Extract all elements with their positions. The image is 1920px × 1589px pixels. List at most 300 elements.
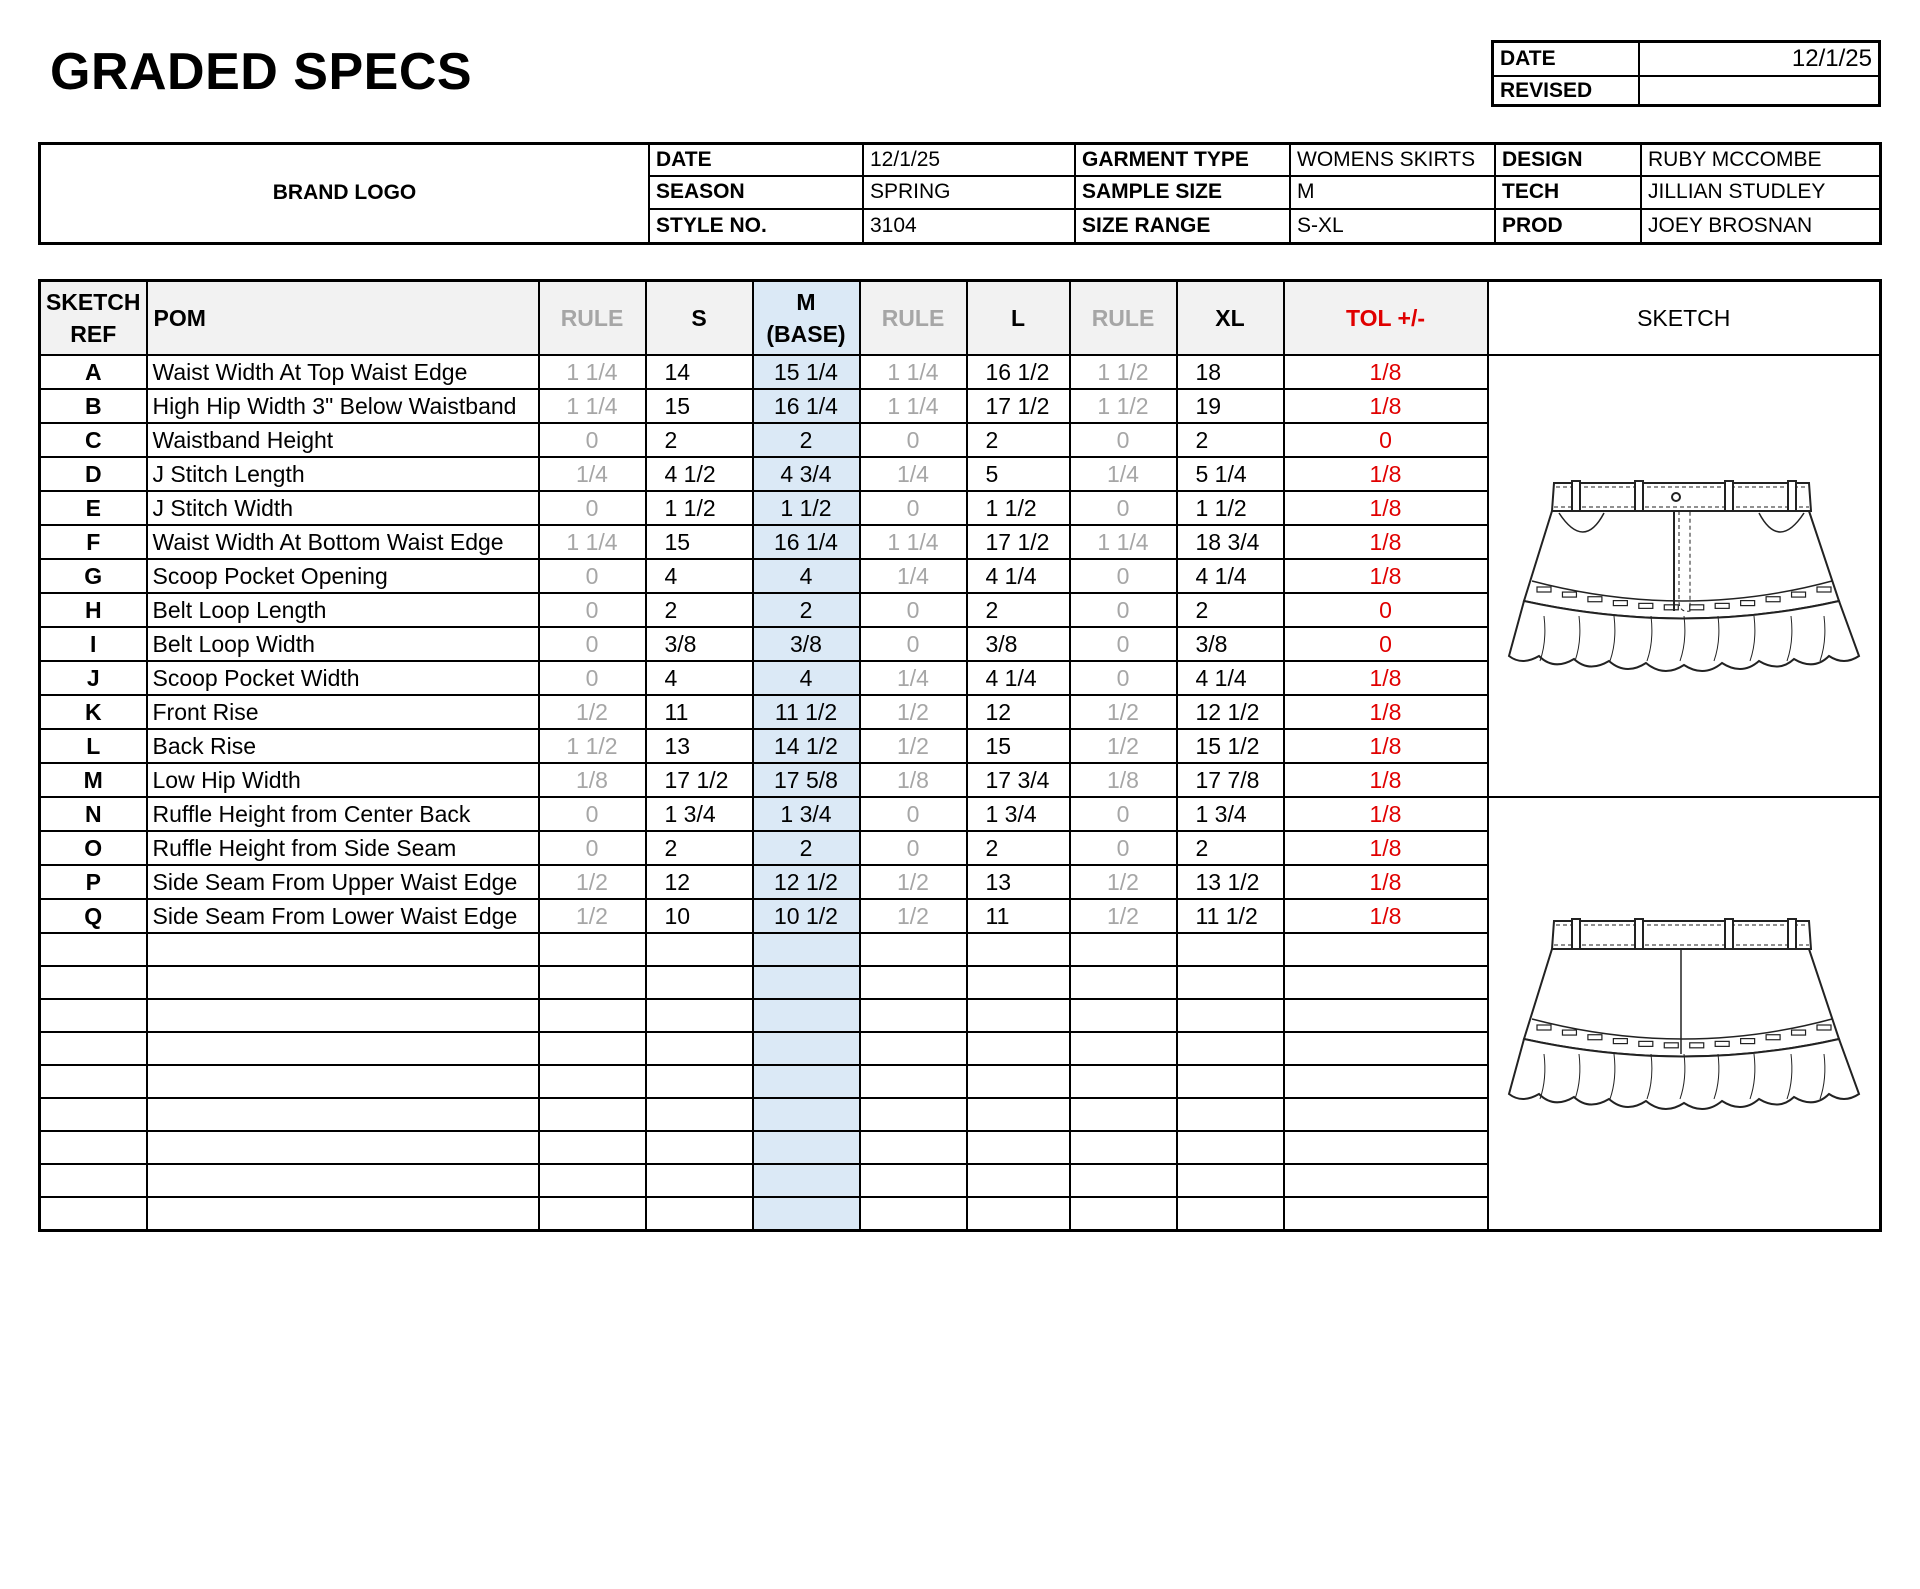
size-xl-cell[interactable] (1177, 1065, 1284, 1098)
rule-s-cell[interactable]: 1 1/2 (539, 729, 646, 763)
size-range-label: SIZE RANGE (1074, 210, 1289, 242)
size-s-cell[interactable]: 4 (646, 559, 753, 593)
pom-cell[interactable]: Ruffle Height from Side Seam (147, 831, 539, 865)
size-m-cell[interactable]: 2 (753, 831, 860, 865)
pom-cell[interactable]: Belt Loop Length (147, 593, 539, 627)
size-s-cell[interactable] (646, 999, 753, 1032)
size-l-cell[interactable] (967, 966, 1070, 999)
rule-l-cell[interactable]: 0 (860, 593, 967, 627)
rule-xl-cell[interactable] (1070, 1098, 1177, 1131)
pom-cell[interactable]: Back Rise (147, 729, 539, 763)
pom-cell[interactable]: Scoop Pocket Width (147, 661, 539, 695)
info-date-value[interactable]: 12/1/25 (862, 145, 1074, 177)
size-l-cell[interactable]: 17 1/2 (967, 389, 1070, 423)
size-l-cell[interactable]: 2 (967, 831, 1070, 865)
size-m-cell[interactable]: 11 1/2 (753, 695, 860, 729)
size-xl-cell[interactable] (1177, 1131, 1284, 1164)
table-row (40, 355, 1881, 389)
date-revision-box (1491, 40, 1881, 107)
brand-logo: BRAND LOGO (272, 181, 417, 205)
size-l-cell[interactable]: 1 1/2 (967, 491, 1070, 525)
rule-header-xl: RULE (1070, 281, 1177, 356)
rule-l-cell[interactable] (860, 999, 967, 1032)
rule-s-cell[interactable]: 0 (539, 593, 646, 627)
size-m-base-header: M (BASE) (753, 281, 860, 356)
size-s-cell[interactable]: 17 1/2 (646, 763, 753, 797)
sketch-ref-cell[interactable]: J (40, 661, 147, 695)
pom-cell[interactable]: Ruffle Height from Center Back (147, 797, 539, 831)
size-xl-cell[interactable] (1177, 966, 1284, 999)
sketch-ref-cell[interactable]: P (40, 865, 147, 899)
sketch-ref-cell[interactable]: O (40, 831, 147, 865)
tolerance-cell[interactable] (1284, 1131, 1488, 1164)
size-xl-cell[interactable]: 12 1/2 (1177, 695, 1284, 729)
rule-xl-cell[interactable] (1070, 1065, 1177, 1098)
front-sketch-cell (1488, 355, 1881, 797)
rule-l-cell[interactable]: 0 (860, 797, 967, 831)
prod-value[interactable]: JOEY BROSNAN (1640, 210, 1879, 242)
size-xl-cell[interactable]: 13 1/2 (1177, 865, 1284, 899)
rule-s-cell[interactable]: 1 1/4 (539, 389, 646, 423)
rule-l-cell[interactable]: 1/8 (860, 763, 967, 797)
size-m-cell[interactable]: 4 (753, 661, 860, 695)
size-l-cell[interactable]: 4 1/4 (967, 559, 1070, 593)
size-m-cell[interactable] (753, 1164, 860, 1197)
rule-s-cell[interactable]: 0 (539, 797, 646, 831)
pom-cell[interactable]: J Stitch Width (147, 491, 539, 525)
size-l-cell[interactable]: 2 (967, 593, 1070, 627)
sketch-ref-cell[interactable]: H (40, 593, 147, 627)
tolerance-cell[interactable] (1284, 999, 1488, 1032)
size-s-cell[interactable]: 11 (646, 695, 753, 729)
season-label: SEASON (648, 177, 862, 209)
tolerance-cell[interactable]: 1/8 (1284, 525, 1488, 559)
rule-s-cell[interactable]: 1 1/4 (539, 525, 646, 559)
size-l-cell[interactable] (967, 1098, 1070, 1131)
pom-cell[interactable]: Waist Width At Bottom Waist Edge (147, 525, 539, 559)
sketch-ref-cell[interactable] (40, 999, 147, 1032)
tech-value[interactable]: JILLIAN STUDLEY (1640, 177, 1879, 209)
size-l-cell[interactable]: 3/8 (967, 627, 1070, 661)
rule-s-cell[interactable] (539, 1098, 646, 1131)
tolerance-cell[interactable] (1284, 1098, 1488, 1131)
size-l-cell[interactable]: 2 (967, 423, 1070, 457)
size-s-cell[interactable] (646, 1065, 753, 1098)
size-xl-cell[interactable] (1177, 999, 1284, 1032)
sketch-ref-header: SKETCH REF (40, 281, 147, 356)
rule-l-cell[interactable]: 0 (860, 423, 967, 457)
size-s-cell[interactable]: 1 3/4 (646, 797, 753, 831)
rule-s-cell[interactable] (539, 966, 646, 999)
front-skirt-sketch (1504, 471, 1864, 681)
size-m-cell[interactable]: 16 1/4 (753, 389, 860, 423)
pom-cell[interactable]: Belt Loop Width (147, 627, 539, 661)
sample-size-value[interactable]: M (1289, 177, 1494, 209)
size-m-cell[interactable]: 1 3/4 (753, 797, 860, 831)
size-s-cell[interactable]: 4 (646, 661, 753, 695)
size-s-cell[interactable]: 15 (646, 389, 753, 423)
size-m-cell[interactable] (753, 966, 860, 999)
rule-xl-cell[interactable]: 0 (1070, 559, 1177, 593)
pom-cell[interactable] (147, 999, 539, 1032)
size-m-cell[interactable] (753, 999, 860, 1032)
sketch-ref-cell[interactable]: M (40, 763, 147, 797)
rule-s-cell[interactable] (539, 999, 646, 1032)
garment-type-label: GARMENT TYPE (1074, 145, 1289, 177)
size-xl-cell[interactable]: 1 1/2 (1177, 491, 1284, 525)
size-l-header: L (967, 281, 1070, 356)
tolerance-cell[interactable]: 1/8 (1284, 899, 1488, 933)
size-xl-cell[interactable]: 1 3/4 (1177, 797, 1284, 831)
rule-l-cell[interactable]: 1/4 (860, 661, 967, 695)
revised-value[interactable] (1640, 77, 1878, 105)
pom-cell[interactable] (147, 1098, 539, 1131)
size-l-cell[interactable] (967, 1197, 1070, 1231)
tolerance-cell[interactable]: 0 (1284, 627, 1488, 661)
size-l-cell[interactable]: 11 (967, 899, 1070, 933)
size-xl-cell[interactable]: 3/8 (1177, 627, 1284, 661)
tolerance-cell[interactable] (1284, 1197, 1488, 1231)
size-xl-cell[interactable]: 18 (1177, 355, 1284, 389)
tolerance-cell[interactable]: 0 (1284, 423, 1488, 457)
rule-s-cell[interactable]: 0 (539, 627, 646, 661)
rule-l-cell[interactable]: 1 1/4 (860, 355, 967, 389)
pom-cell[interactable] (147, 1164, 539, 1197)
size-l-cell[interactable]: 17 1/2 (967, 525, 1070, 559)
sketch-ref-cell[interactable]: K (40, 695, 147, 729)
sketch-ref-cell[interactable]: F (40, 525, 147, 559)
back-sketch-cell (1488, 797, 1881, 1231)
size-m-cell[interactable]: 12 1/2 (753, 865, 860, 899)
rule-l-cell[interactable] (860, 1098, 967, 1131)
size-s-cell[interactable] (646, 966, 753, 999)
rule-s-cell[interactable]: 1/4 (539, 457, 646, 491)
size-m-cell[interactable]: 3/8 (753, 627, 860, 661)
tolerance-cell[interactable] (1284, 966, 1488, 999)
size-xl-cell[interactable]: 17 7/8 (1177, 763, 1284, 797)
sketch-ref-cell[interactable]: I (40, 627, 147, 661)
rule-l-cell[interactable]: 0 (860, 627, 967, 661)
size-l-cell[interactable] (967, 999, 1070, 1032)
size-m-cell[interactable]: 16 1/4 (753, 525, 860, 559)
size-xl-cell[interactable]: 2 (1177, 423, 1284, 457)
info-date-label: DATE (648, 145, 862, 177)
rule-xl-cell[interactable] (1070, 999, 1177, 1032)
rule-xl-cell[interactable]: 1/2 (1070, 899, 1177, 933)
size-xl-cell[interactable]: 2 (1177, 593, 1284, 627)
sketch-header: SKETCH (1488, 281, 1881, 356)
rule-xl-cell[interactable]: 1/4 (1070, 457, 1177, 491)
rule-l-cell[interactable] (860, 933, 967, 966)
size-s-cell[interactable]: 2 (646, 593, 753, 627)
size-m-cell[interactable]: 4 (753, 559, 860, 593)
rule-s-cell[interactable] (539, 933, 646, 966)
tolerance-cell[interactable]: 0 (1284, 593, 1488, 627)
rule-s-cell[interactable]: 1 1/4 (539, 355, 646, 389)
date-label: DATE (1494, 43, 1640, 77)
size-m-cell[interactable] (753, 1032, 860, 1065)
table-row (40, 797, 1881, 831)
design-value[interactable]: RUBY MCCOMBE (1640, 145, 1879, 177)
sketch-ref-cell[interactable]: B (40, 389, 147, 423)
size-xl-cell[interactable] (1177, 1032, 1284, 1065)
rule-s-cell[interactable]: 1/8 (539, 763, 646, 797)
rule-s-cell[interactable] (539, 1164, 646, 1197)
rule-xl-cell[interactable]: 0 (1070, 491, 1177, 525)
rule-xl-cell[interactable]: 0 (1070, 797, 1177, 831)
tolerance-cell[interactable] (1284, 1164, 1488, 1197)
size-l-cell[interactable]: 13 (967, 865, 1070, 899)
size-m-cell[interactable]: 1 1/2 (753, 491, 860, 525)
rule-xl-cell[interactable]: 0 (1070, 831, 1177, 865)
size-s-cell[interactable]: 3/8 (646, 627, 753, 661)
tolerance-cell[interactable] (1284, 933, 1488, 966)
size-range-value[interactable]: S-XL (1289, 210, 1494, 242)
size-s-cell[interactable]: 1 1/2 (646, 491, 753, 525)
tolerance-cell[interactable]: 1/8 (1284, 729, 1488, 763)
tolerance-cell[interactable]: 1/8 (1284, 457, 1488, 491)
sketch-ref-cell[interactable] (40, 1131, 147, 1164)
size-s-cell[interactable]: 12 (646, 865, 753, 899)
size-s-header: S (646, 281, 753, 356)
design-label: DESIGN (1494, 145, 1640, 177)
size-m-cell[interactable]: 2 (753, 423, 860, 457)
rule-l-cell[interactable]: 1/2 (860, 899, 967, 933)
size-m-cell[interactable]: 14 1/2 (753, 729, 860, 763)
pom-cell[interactable]: Waist Width At Top Waist Edge (147, 355, 539, 389)
size-xl-cell[interactable] (1177, 1164, 1284, 1197)
rule-l-cell[interactable] (860, 1065, 967, 1098)
tolerance-cell[interactable]: 1/8 (1284, 355, 1488, 389)
date-value[interactable]: 12/1/25 (1640, 43, 1878, 77)
rule-l-cell[interactable]: 0 (860, 491, 967, 525)
rule-s-cell[interactable]: 1/2 (539, 899, 646, 933)
rule-xl-cell[interactable]: 1 1/2 (1070, 355, 1177, 389)
rule-l-cell[interactable] (860, 1131, 967, 1164)
size-l-cell[interactable]: 15 (967, 729, 1070, 763)
size-s-cell[interactable] (646, 933, 753, 966)
pom-cell[interactable]: Waistband Height (147, 423, 539, 457)
rule-header-l: RULE (860, 281, 967, 356)
back-skirt-sketch (1504, 909, 1864, 1119)
size-xl-cell[interactable]: 19 (1177, 389, 1284, 423)
tolerance-cell[interactable]: 1/8 (1284, 865, 1488, 899)
rule-xl-cell[interactable]: 1/2 (1070, 865, 1177, 899)
rule-xl-cell[interactable] (1070, 1164, 1177, 1197)
pom-cell[interactable] (147, 966, 539, 999)
pom-header: POM (147, 281, 539, 356)
sketch-ref-cell[interactable] (40, 966, 147, 999)
rule-xl-cell[interactable] (1070, 933, 1177, 966)
size-m-cell[interactable] (753, 1197, 860, 1231)
rule-l-cell[interactable]: 1/2 (860, 729, 967, 763)
pom-cell[interactable]: J Stitch Length (147, 457, 539, 491)
rule-l-cell[interactable] (860, 1032, 967, 1065)
size-l-cell[interactable] (967, 1032, 1070, 1065)
tolerance-cell[interactable]: 1/8 (1284, 661, 1488, 695)
pom-cell[interactable]: Side Seam From Lower Waist Edge (147, 899, 539, 933)
size-s-cell[interactable] (646, 1197, 753, 1231)
tolerance-cell[interactable]: 1/8 (1284, 491, 1488, 525)
size-s-cell[interactable]: 10 (646, 899, 753, 933)
pom-cell[interactable]: High Hip Width 3" Below Waistband (147, 389, 539, 423)
rule-xl-cell[interactable]: 1/2 (1070, 729, 1177, 763)
size-m-cell[interactable] (753, 933, 860, 966)
rule-l-cell[interactable] (860, 1164, 967, 1197)
pom-cell[interactable] (147, 933, 539, 966)
graded-spec-table (38, 279, 1882, 1232)
size-s-cell[interactable]: 13 (646, 729, 753, 763)
rule-l-cell[interactable]: 1/4 (860, 559, 967, 593)
pom-cell[interactable]: Front Rise (147, 695, 539, 729)
tolerance-cell[interactable]: 1/8 (1284, 559, 1488, 593)
size-s-cell[interactable]: 2 (646, 423, 753, 457)
sketch-ref-cell[interactable]: L (40, 729, 147, 763)
rule-s-cell[interactable] (539, 1032, 646, 1065)
rule-xl-cell[interactable]: 1/2 (1070, 695, 1177, 729)
sketch-ref-cell[interactable] (40, 1164, 147, 1197)
size-l-cell[interactable]: 12 (967, 695, 1070, 729)
pom-cell[interactable]: Scoop Pocket Opening (147, 559, 539, 593)
size-s-cell[interactable] (646, 1032, 753, 1065)
garment-type-value[interactable]: WOMENS SKIRTS (1289, 145, 1494, 177)
size-l-cell[interactable]: 17 3/4 (967, 763, 1070, 797)
style-no-label: STYLE NO. (648, 210, 862, 242)
pom-cell[interactable] (147, 1065, 539, 1098)
rule-l-cell[interactable]: 1/2 (860, 695, 967, 729)
size-l-cell[interactable]: 16 1/2 (967, 355, 1070, 389)
rule-s-cell[interactable]: 0 (539, 423, 646, 457)
size-l-cell[interactable] (967, 933, 1070, 966)
sketch-ref-cell[interactable]: N (40, 797, 147, 831)
sketch-ref-cell[interactable]: Q (40, 899, 147, 933)
table-header-row (40, 281, 1881, 356)
sample-size-label: SAMPLE SIZE (1074, 177, 1289, 209)
rule-xl-cell[interactable]: 1 1/2 (1070, 389, 1177, 423)
tolerance-cell[interactable] (1284, 1065, 1488, 1098)
sketch-ref-cell[interactable]: C (40, 423, 147, 457)
sketch-ref-cell[interactable]: G (40, 559, 147, 593)
rule-xl-cell[interactable] (1070, 1131, 1177, 1164)
season-value[interactable]: SPRING (862, 177, 1074, 209)
size-xl-cell[interactable]: 18 3/4 (1177, 525, 1284, 559)
rule-s-cell[interactable] (539, 1065, 646, 1098)
sketch-ref-cell[interactable] (40, 1098, 147, 1131)
tolerance-cell[interactable] (1284, 1032, 1488, 1065)
revised-label: REVISED (1494, 77, 1640, 105)
size-xl-cell[interactable] (1177, 1197, 1284, 1231)
tolerance-cell[interactable]: 1/8 (1284, 389, 1488, 423)
rule-l-cell[interactable]: 0 (860, 831, 967, 865)
sketch-ref-cell[interactable]: A (40, 355, 147, 389)
size-s-cell[interactable]: 2 (646, 831, 753, 865)
size-xl-cell[interactable] (1177, 933, 1284, 966)
sketch-ref-cell[interactable]: D (40, 457, 147, 491)
rule-s-cell[interactable]: 1/2 (539, 865, 646, 899)
rule-xl-cell[interactable]: 1 1/4 (1070, 525, 1177, 559)
rule-s-cell[interactable]: 0 (539, 559, 646, 593)
rule-l-cell[interactable] (860, 966, 967, 999)
size-s-cell[interactable]: 15 (646, 525, 753, 559)
prod-label: PROD (1494, 210, 1640, 242)
rule-l-cell[interactable] (860, 1197, 967, 1231)
rule-s-cell[interactable]: 0 (539, 661, 646, 695)
size-s-cell[interactable]: 4 1/2 (646, 457, 753, 491)
rule-xl-cell[interactable]: 0 (1070, 423, 1177, 457)
rule-s-cell[interactable]: 1/2 (539, 695, 646, 729)
size-s-cell[interactable] (646, 1164, 753, 1197)
rule-xl-cell[interactable]: 0 (1070, 593, 1177, 627)
rule-xl-cell[interactable] (1070, 1197, 1177, 1231)
size-l-cell[interactable]: 4 1/4 (967, 661, 1070, 695)
rule-xl-cell[interactable] (1070, 966, 1177, 999)
rule-xl-cell[interactable]: 0 (1070, 661, 1177, 695)
tolerance-cell[interactable]: 1/8 (1284, 695, 1488, 729)
tolerance-cell[interactable]: 1/8 (1284, 763, 1488, 797)
rule-xl-cell[interactable] (1070, 1032, 1177, 1065)
sketch-ref-cell[interactable] (40, 1197, 147, 1231)
size-m-cell[interactable]: 2 (753, 593, 860, 627)
rule-xl-cell[interactable]: 0 (1070, 627, 1177, 661)
pom-cell[interactable] (147, 1131, 539, 1164)
size-xl-cell[interactable] (1177, 1098, 1284, 1131)
size-s-cell[interactable]: 14 (646, 355, 753, 389)
rule-xl-cell[interactable]: 1/8 (1070, 763, 1177, 797)
sketch-ref-cell[interactable] (40, 1065, 147, 1098)
pom-cell[interactable]: Low Hip Width (147, 763, 539, 797)
sketch-ref-cell[interactable] (40, 1032, 147, 1065)
size-m-cell[interactable] (753, 1098, 860, 1131)
pom-cell[interactable] (147, 1197, 539, 1231)
pom-cell[interactable]: Side Seam From Upper Waist Edge (147, 865, 539, 899)
size-m-cell[interactable]: 17 5/8 (753, 763, 860, 797)
size-l-cell[interactable] (967, 1065, 1070, 1098)
size-s-cell[interactable] (646, 1131, 753, 1164)
tolerance-cell[interactable]: 1/8 (1284, 797, 1488, 831)
sketch-ref-cell[interactable]: E (40, 491, 147, 525)
rule-l-cell[interactable]: 1/4 (860, 457, 967, 491)
pom-cell[interactable] (147, 1032, 539, 1065)
rule-s-cell[interactable]: 0 (539, 831, 646, 865)
style-no-value[interactable]: 3104 (862, 210, 1074, 242)
size-m-cell[interactable] (753, 1065, 860, 1098)
rule-l-cell[interactable]: 1 1/4 (860, 389, 967, 423)
size-xl-cell[interactable]: 15 1/2 (1177, 729, 1284, 763)
rule-s-cell[interactable]: 0 (539, 491, 646, 525)
rule-l-cell[interactable]: 1/2 (860, 865, 967, 899)
size-xl-cell[interactable]: 4 1/4 (1177, 559, 1284, 593)
size-l-cell[interactable]: 5 (967, 457, 1070, 491)
size-l-cell[interactable]: 1 3/4 (967, 797, 1070, 831)
tolerance-cell[interactable]: 1/8 (1284, 831, 1488, 865)
size-l-cell[interactable] (967, 1131, 1070, 1164)
size-m-cell[interactable]: 4 3/4 (753, 457, 860, 491)
size-m-cell[interactable] (753, 1131, 860, 1164)
size-m-cell[interactable]: 10 1/2 (753, 899, 860, 933)
size-xl-cell[interactable]: 2 (1177, 831, 1284, 865)
sketch-ref-cell[interactable] (40, 933, 147, 966)
size-xl-cell[interactable]: 4 1/4 (1177, 661, 1284, 695)
page-title: GRADED SPECS (50, 43, 473, 101)
rule-s-cell[interactable] (539, 1197, 646, 1231)
size-xl-cell[interactable]: 5 1/4 (1177, 457, 1284, 491)
size-l-cell[interactable] (967, 1164, 1070, 1197)
size-xl-cell[interactable]: 11 1/2 (1177, 899, 1284, 933)
rule-s-cell[interactable] (539, 1131, 646, 1164)
rule-l-cell[interactable]: 1 1/4 (860, 525, 967, 559)
size-s-cell[interactable] (646, 1098, 753, 1131)
size-m-cell[interactable]: 15 1/4 (753, 355, 860, 389)
